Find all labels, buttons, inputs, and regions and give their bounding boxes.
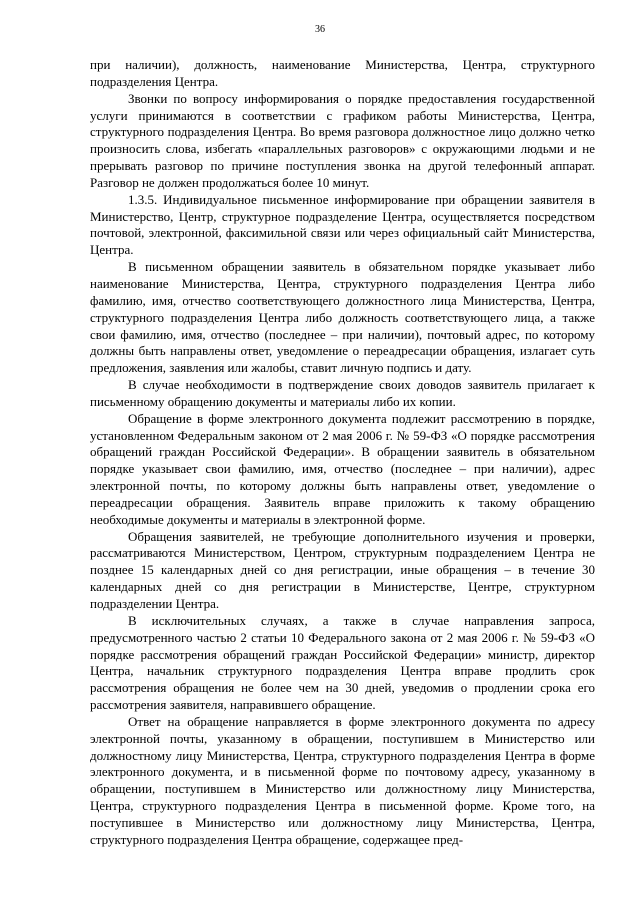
paragraph-term-extension: В исключительных случаях, а также в случае направления запроса, предусмотренного частью 2 статьи 10 Федерального закона от 2 мая 2006 г. № 59-ФЗ «О порядке рассмотрения обращений граждан Российской Федерации» министр, директор Центра, начальник структурного подразделения Центра вправе продлить срок рассмотрения обращения не более чем на 30 дней, уведомив о продлении срока его рассмотрения заявителя, направившего обращение. <box>90 612 595 713</box>
paragraph-review-terms: Обращения заявителей, не требующие дополнительного изучения и проверки, рассматриваются Министерством, Центром, структурным подразделением Центра не позднее 15 календарных дней со дня регистрации, иные обращения – в течение 30 календарных дней со дня регистрации в Министерстве, Центре, структурном подразделении Центра. <box>90 528 595 611</box>
paragraph-attachments: В случае необходимости в подтверждение своих доводов заявитель прилагает к письменному обращению документы и материалы либо их копии. <box>90 377 595 409</box>
paragraph-response-delivery: Ответ на обращение направляется в форме электронного документа по адресу электронной почты, указанному в обращении, поступившем в Министерство или должностному лицу Министерства, Центра, структурного подразделения Центра в форме электронного документа, и в письменной форме по почтовому адресу, указанному в обращении, поступившем в Министерство или должностному лицу Министерства, Центра, структурного подразделения Центра в письменной форме. Кроме того, на поступившее в Министерство или должностному лицу Министерства, Центра, структурного подразделения Центра обращение, содержащее пред- <box>90 713 595 847</box>
paragraph-phone-calls: Звонки по вопросу информирования о порядке предоставления государственной услуги принимаются в соответствии с графиком работы Министерства, Центра, структурного подразделения Центра. Во время разговора должностное лицо должно четко произносить слова, избегать «параллельных разговоров» с окружающими людьми и не прерывать разговор по причине поступления звонка на другой телефонный аппарат. Разговор не должен продолжаться более 10 минут. <box>90 90 595 190</box>
paragraph-electronic-request: Обращение в форме электронного документа подлежит рассмотрению в порядке, установленном Федеральным законом от 2 мая 2006 г. № 59-ФЗ «О порядке рассмотрения обращений граждан Российской Федерации». В обращении заявитель в обязательном порядке указывает свои фамилию, имя, отчество (последнее – при наличии), адрес электронной почты, по которому должны быть направлены ответ, уведомление о переадресации обращения. Заявитель вправе приложить к такому обращению необходимые документы и материалы в электронной форме. <box>90 410 595 527</box>
paragraph-written-informing: 1.3.5. Индивидуальное письменное информирование при обращении заявителя в Министерство, Центр, структурное подразделение Центра, осуществляется посредством почтовой, электронной, факсимильной связи или через официальный сайт Министерства, Центра. <box>90 191 595 258</box>
paragraph-continuation: при наличии), должность, наименование Министерства, Центра, структурного подразделения Центра. <box>90 57 595 89</box>
document-body <box>90 57 595 849</box>
page-number: 36 <box>315 24 325 35</box>
paragraph-written-request: В письменном обращении заявитель в обязательном порядке указывает либо наименование Министерства, Центра, структурного подразделения Центра либо фамилию, имя, отчество соответствующего должностного лица Министерства, Центра, структурного подразделения Центра либо должность соответствующего лица, а также свои фамилию, имя, отчество (последнее – при наличии), почтовый адрес, по которому должны быть направлены ответ, уведомление о переадресации обращения, излагает суть предложения, заявления или жалобы, ставит личную подпись и дату. <box>90 259 595 376</box>
